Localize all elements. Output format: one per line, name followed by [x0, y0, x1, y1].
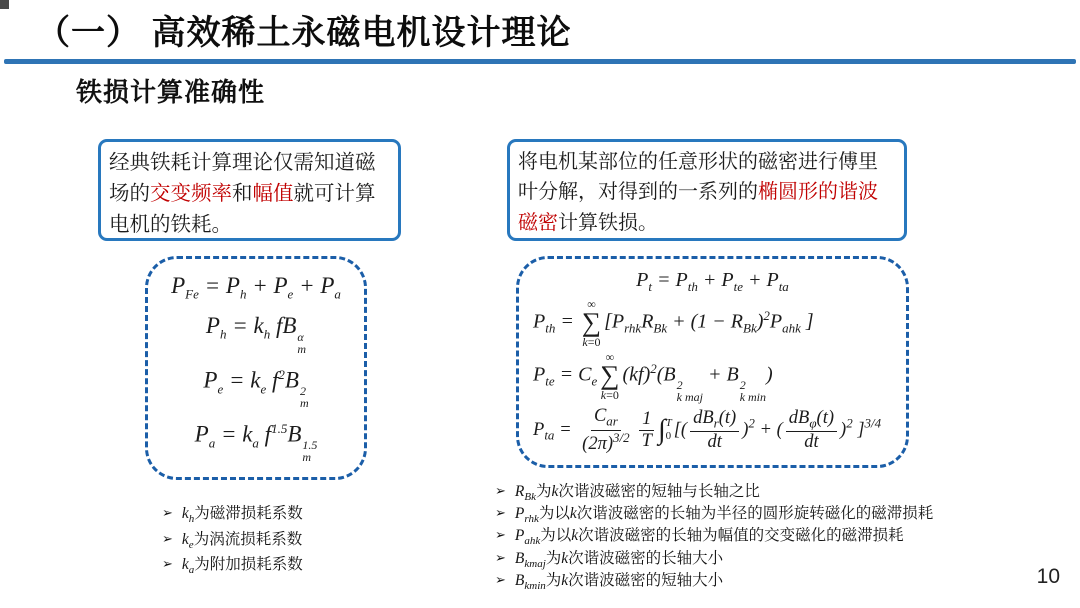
- legend-item: [495, 526, 933, 548]
- legend-item: [495, 482, 933, 504]
- right-intro-text: 将电机某部位的任意形状的磁密进行傅里叶分解，对得到的一系列的椭圆形的谐波磁密计算铁损。: [518, 151, 878, 234]
- legend-item: [495, 549, 933, 571]
- right-formula-box: [516, 256, 909, 468]
- legend-item: [495, 504, 933, 526]
- left-intro-box: [98, 139, 401, 241]
- slide-title: （一） 高效稀土永磁电机设计理论: [36, 14, 572, 52]
- left-formula-box: [145, 256, 367, 480]
- title-underline: [4, 59, 1076, 64]
- right-intro-box: [507, 139, 907, 241]
- formula-pt-total: $P_t = P_{th} + P_{te} + P_{ta}$: [636, 269, 789, 294]
- legend-item: [495, 571, 933, 593]
- arrow-bullet-icon: ➢: [495, 483, 506, 498]
- legend-text: $B_{kmaj}$为k次谐波磁密的长轴大小: [514, 549, 724, 570]
- arrow-bullet-icon: ➢: [495, 571, 506, 587]
- arrow-bullet-icon: ➢: [162, 556, 173, 572]
- arrow-bullet-icon: ➢: [162, 530, 173, 546]
- formula-pte-harmonic-eddy: $P_{te} = C_e$ ∞ ∑ k=0 (kf)$^2$(B 2 k maj + B 2 k min ): [533, 350, 773, 404]
- corner-mark: [0, 0, 9, 9]
- legend-text: $P_{ahk}$为以k次谐波磁密的长轴为幅值的交变磁化的磁滞损耗: [514, 527, 904, 548]
- legend-text: $R_{Bk}$为k次谐波磁密的短轴与长轴之比: [514, 483, 760, 504]
- legend-text: $k_a$为附加损耗系数: [181, 556, 303, 577]
- left-intro-text: 经典铁耗计算理论仅需知道磁场的交变频率和幅值就可计算电机的铁耗。: [109, 151, 376, 237]
- arrow-bullet-icon: ➢: [495, 505, 506, 521]
- legend-item: [162, 502, 303, 528]
- arrow-bullet-icon: ➢: [495, 527, 506, 543]
- left-legend-list: [162, 502, 303, 579]
- legend-item: [162, 553, 303, 579]
- formula-hysteresis-loss: $P_h = k_h$ fB α m: [205, 313, 307, 357]
- arrow-bullet-icon: ➢: [162, 505, 173, 520]
- legend-item: [162, 528, 303, 554]
- legend-text: $k_e$为涡流损耗系数: [181, 530, 303, 551]
- page-number: 10: [1036, 565, 1060, 588]
- section-subtitle: 铁损计算准确性: [76, 77, 266, 107]
- arrow-bullet-icon: ➢: [495, 549, 506, 565]
- legend-text: $P_{rhk}$为以k次谐波磁密的长轴为半径的圆形旋转磁化的磁滞损耗: [514, 505, 934, 526]
- legend-text: $B_{kmin}$为k次谐波磁密的短轴大小: [514, 571, 724, 592]
- right-legend-list: [495, 482, 933, 593]
- formula-iron-loss-total: $P_{Fe} = P_h + P_e + P_a$: [171, 272, 341, 302]
- formula-excess-loss: $P_a = k_a$ $f^{1.5}B$ 1.5 m: [194, 420, 318, 465]
- formula-eddy-current-loss: $P_e = k_e$ $f^2B$ 2 m: [203, 366, 309, 411]
- legend-text: $k_h$为磁滞损耗系数: [181, 505, 303, 526]
- formula-pta-harmonic-excess: $P_{ta}$ = $C_{ar}$ $(2\pi)^{3/2}$ $\frac{1}{T}$ ∫ T 0 [( $dB_r(t)$ dt )$^2$ + ( $dB_\varphi(t)$ dt )$^2$ ]$^{3/4}$: [533, 405, 882, 454]
- formula-pth-harmonic-hysteresis: $P_{th}$ = ∞ ∑ k=0 [$P_{rhk}R_{Bk} + (1 - R_{Bk})^2P_{ahk}$ ]: [533, 297, 814, 349]
